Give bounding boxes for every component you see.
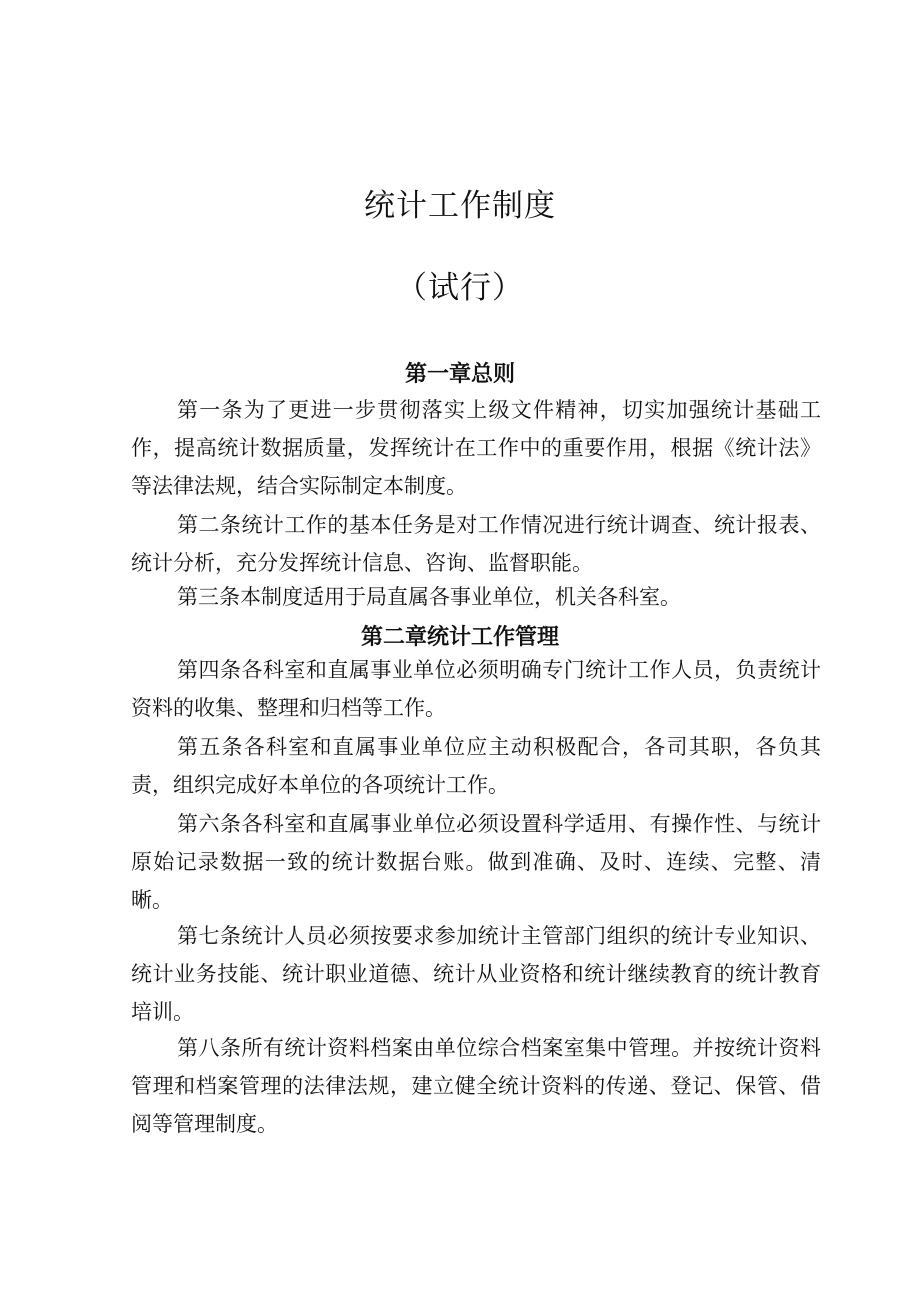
article-paragraph: 第八条所有统计资料档案由单位综合档案室集中管理。并按统计资料管理和档案管理的法律法规，建立健全统计资料的传递、登记、保管、借阅等管理制度。 (131, 1036, 821, 1136)
article-paragraph: 第五条各科室和直属事业单位应主动积极配合，各司其职，各负其责，组织完成好本单位的各项统计工作。 (131, 735, 821, 797)
document-title: 统计工作制度 (364, 188, 556, 224)
document-subtitle: （试行） (396, 270, 524, 306)
article-paragraph: 第七条统计人员必须按要求参加统计主管部门组织的统计专业知识、统计业务技能、统计职业道德、统计从业资格和统计继续教育的统计教育培训。 (131, 924, 821, 1024)
article-paragraph: 第六条各科室和直属事业单位必须设置科学适用、有操作性、与统计原始记录数据一致的统计数据台账。做到准确、及时、连续、完整、清晰。 (131, 812, 821, 912)
chapter-heading: 第一章总则 (404, 362, 515, 387)
article-paragraph: 第四条各科室和直属事业单位必须明确专门统计工作人员，负责统计资料的收集、整理和归档等工作。 (131, 658, 821, 720)
article-paragraph: 第一条为了更进一步贯彻落实上级文件精神，切实加强统计基础工作，提高统计数据质量，发挥统计在工作中的重要作用，根据《统计法》等法律法规，结合实际制定本制度。 (131, 398, 821, 498)
chapter-heading: 第二章统计工作管理 (360, 625, 559, 650)
article-paragraph: 第二条统计工作的基本任务是对工作情况进行统计调查、统计报表、统计分析，充分发挥统计信息、咨询、监督职能。 (131, 513, 821, 575)
article-paragraph: 第三条本制度适用于局直属各事业单位，机关各科室。 (177, 585, 681, 609)
